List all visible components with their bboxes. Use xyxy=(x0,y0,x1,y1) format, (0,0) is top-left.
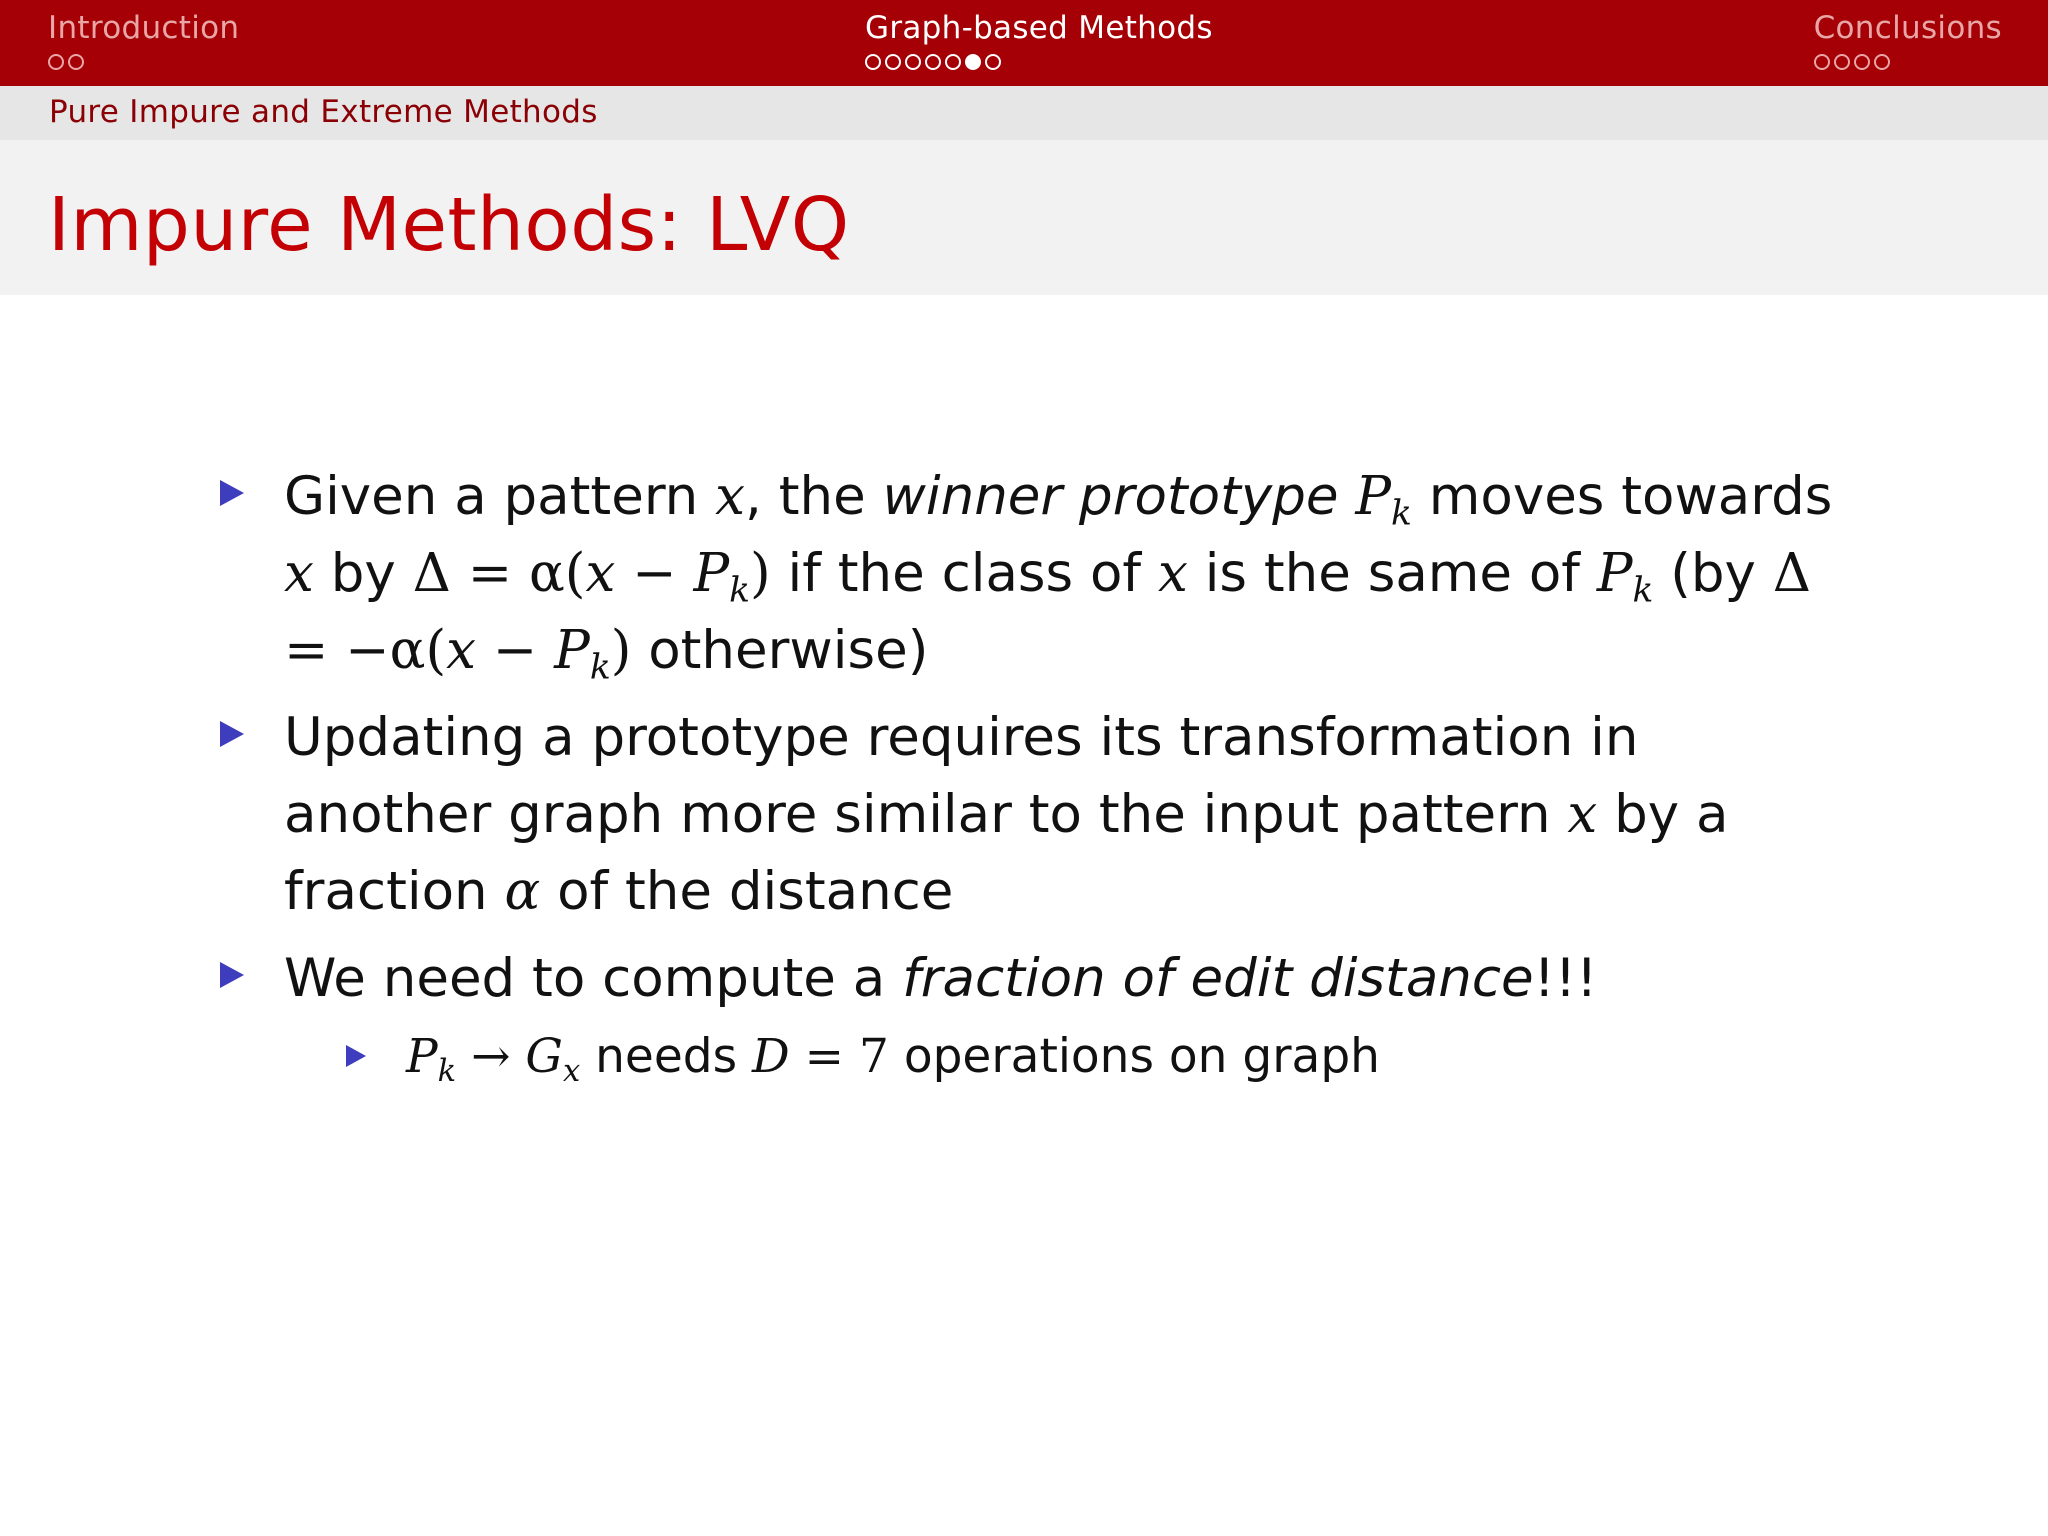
bullet-item-prototype-transformation: Updating a prototype requires its transformation in another graph more similar to the input pattern x by a fraction α of the distance xyxy=(220,699,1860,930)
nav-section-title[interactable]: Conclusions xyxy=(1813,10,2002,46)
slide-dot[interactable] xyxy=(48,54,64,70)
frame-title: Impure Methods: LVQ xyxy=(48,182,850,268)
bullet-item-fraction-edit-distance: We need to compute a fraction of edit distance!!! xyxy=(220,940,1860,1017)
slide-dot[interactable] xyxy=(885,54,901,70)
slide-dot[interactable] xyxy=(68,54,84,70)
math-negative-delta-formula: Δ = −α( xyxy=(284,543,1812,681)
subsection-title[interactable]: Pure Impure and Extreme Methods xyxy=(49,94,598,130)
nav-section-title[interactable]: Graph-based Methods xyxy=(865,10,1213,46)
bullet-triangle-icon xyxy=(346,1045,366,1067)
emphasis-winner-prototype: winner prototype xyxy=(882,466,1339,527)
slide-dot[interactable] xyxy=(1854,54,1870,70)
nav-section-introduction[interactable] xyxy=(48,8,239,70)
slide-body xyxy=(220,458,1860,1091)
nav-section-conclusions[interactable] xyxy=(1814,8,2002,70)
subsection-bar xyxy=(0,86,2048,140)
slide-dot[interactable] xyxy=(1874,54,1890,70)
nav-section-graph-based-methods[interactable] xyxy=(865,8,1213,70)
bullet-triangle-icon xyxy=(220,962,244,988)
slide-dot[interactable] xyxy=(925,54,941,70)
nav-slide-dots[interactable] xyxy=(1814,54,2002,70)
current-slide-dot[interactable] xyxy=(965,54,981,70)
nav-section-title[interactable]: Introduction xyxy=(48,10,240,46)
nav-slide-dots[interactable] xyxy=(865,54,1213,70)
bullet-item-lvq-update: Given a pattern x, the winner prototype $P_k$ moves towards x by $\Delta = \alpha(x - P_k)$ if the class of x is the same of $P_k$ (by $\Delta = -\alpha(x - P_k)$ otherwise) xyxy=(220,458,1860,689)
slide-dot[interactable] xyxy=(1834,54,1850,70)
emphasis-fraction-of-edit-distance: fraction of edit distance xyxy=(902,948,1534,1009)
navigation-header xyxy=(0,0,2048,86)
slide-dot[interactable] xyxy=(865,54,881,70)
slide-dot[interactable] xyxy=(945,54,961,70)
slide-dot[interactable] xyxy=(985,54,1001,70)
bullet-triangle-icon xyxy=(220,721,244,747)
frame-title-band xyxy=(0,140,2048,295)
slide-dot[interactable] xyxy=(1814,54,1830,70)
sub-bullet-item-operations: $P_k \to G_x$ needs D = 7 operations on graph xyxy=(346,1023,1860,1091)
nav-slide-dots[interactable] xyxy=(48,54,239,70)
math-delta-formula: Δ = α( xyxy=(412,543,586,604)
arrow-symbol: → xyxy=(456,1029,526,1084)
slide-dot[interactable] xyxy=(905,54,921,70)
bullet-triangle-icon xyxy=(220,480,244,506)
